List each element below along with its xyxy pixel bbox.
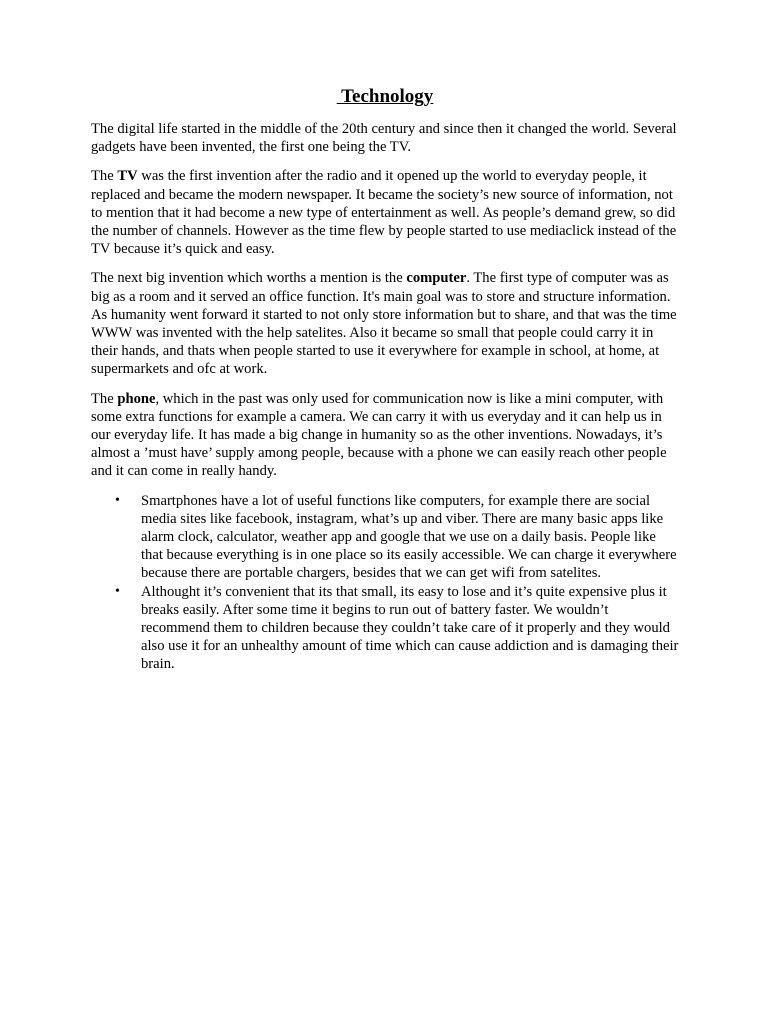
list-item-text: Althought it’s convenient that its that small, its easy to lose and it’s quite expensive plus it breaks easily. After some time it begins to run out of battery faster. We wouldn’t recommend them to children because they couldn’t take care of it properly and they would also use it for an unhealthy amount of time which can cause addiction and is damaging their brain. [141, 583, 679, 673]
bold-term-phone: phone [117, 390, 156, 407]
bullet-list [91, 492, 679, 674]
paragraph-text: . The first type of computer was as big as a room and it served an office function. It's main goal was to store and structure information. As humanity went forward it started to not only store information but to share, and that was the time WWW was invented with the help satelites. Also it became so small that people could carry it in their hands, and thats when people started to use it everywhere for example in school, at home, at supermarkets and ofc at work. [91, 270, 677, 378]
paragraph-text: The [91, 168, 118, 185]
document-title: Technology [336, 86, 434, 107]
bold-term-computer: computer [406, 270, 467, 287]
bullet-icon: • [115, 583, 120, 599]
document-page [91, 86, 679, 674]
paragraph-tv [91, 167, 679, 258]
paragraph-phone [91, 390, 679, 481]
paragraph-computer [91, 269, 679, 378]
bullet-icon: • [115, 492, 120, 508]
list-item-text: Smartphones have a lot of useful functions like computers, for example there are social media sites like facebook, instagram, what’s up and viber. There are many basic apps like alarm clock, calculator, weather app and google that we use on a daily basis. People like that because everything is in one place so its easily accessible. We can charge it everywhere because there are portable chargers, besides that we can get wifi from satelites. [141, 492, 677, 582]
paragraph-text: The [91, 390, 118, 407]
list-item [91, 583, 679, 674]
paragraph-text: , which in the past was only used for communication now is like a mini computer, with some extra functions for example a camera. We can carry it with us everyday and it can help us in our everyday life. It has made a big change in humanity so as the other inventions. Nowadays, it’s almost a ’must have’ supply among people, because with a phone we can easily reach other people and it can come in really handy. [91, 390, 667, 480]
paragraph-intro [91, 120, 679, 156]
paragraph-text: The digital life started in the middle of the 20th century and since then it changed the world. Several gadgets have been invented, the first one being the TV. [91, 121, 677, 156]
paragraph-text: The next big invention which worths a mention is the [91, 270, 407, 287]
list-item [91, 492, 679, 583]
paragraph-text: was the first invention after the radio and it opened up the world to everyday people, it replaced and became the modern newspaper. It became the society’s new source of information, not to mention that it had become a new type of entertainment as well. As people’s demand grew, so did the number of channels. However as the time flew by people started to use mediaclick instead of the TV because it’s quick and easy. [91, 168, 677, 258]
bold-term-tv: TV [117, 168, 138, 185]
